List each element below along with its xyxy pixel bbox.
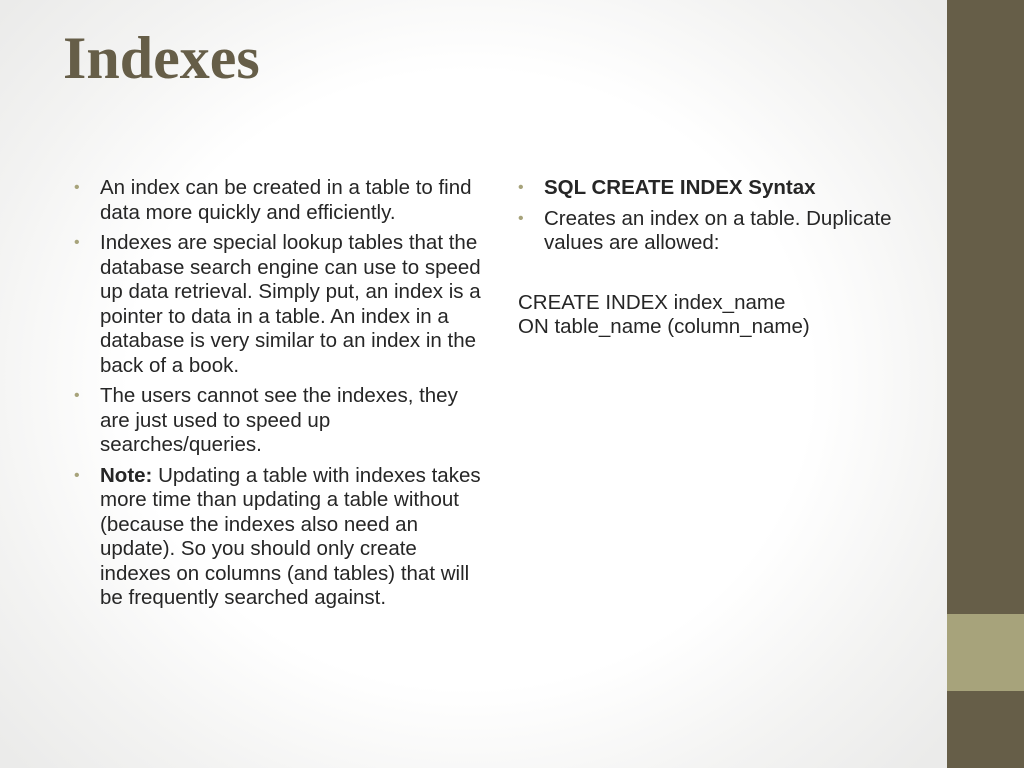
syntax-heading: SQL CREATE INDEX Syntax [544,176,816,199]
bullet-dot-icon: • [74,179,80,196]
bullet-text: Creates an index on a table. Duplicate values are allowed: [544,206,892,254]
bullet-dot-icon: • [74,387,80,404]
slide-title: Indexes [63,25,260,91]
left-bullet-list [74,176,489,611]
bullet-item [518,176,928,201]
sql-line: CREATE INDEX index_name [518,290,786,314]
sql-syntax-block [518,291,928,340]
bullet-dot-icon: • [74,234,80,251]
bullet-text: Indexes are special lookup tables that the database search engine can use to speed up data retrieval. Simply put, an index is a pointer to data in a table. An index in a database is very similar to an index in the back of a book. [100,231,481,377]
bullet-item [518,207,928,256]
sidebar-accent-block [947,614,1024,691]
bullet-item [74,464,489,611]
bullet-item [74,231,489,378]
note-label: Note: [100,463,153,487]
bullet-dot-icon: • [74,466,80,484]
bullet-text: An index can be created in a table to find data more quickly and efficiently. [100,176,472,224]
bullet-text: Updating a table with indexes takes more time than updating a table without (because the indexes also need an update). So you should only create indexes on columns (and tables) that will be frequently searched against. [100,463,481,609]
sql-line: ON table_name (column_name) [518,315,810,338]
bullet-item [74,384,489,458]
bullet-dot-icon: • [518,209,524,227]
bullet-dot-icon: • [518,179,524,196]
bullet-text: The users cannot see the indexes, they are just used to speed up searches/queries. [100,384,458,456]
bullet-item [74,176,489,225]
right-bullet-list [518,176,928,256]
left-column [74,176,489,617]
right-column [518,176,928,340]
